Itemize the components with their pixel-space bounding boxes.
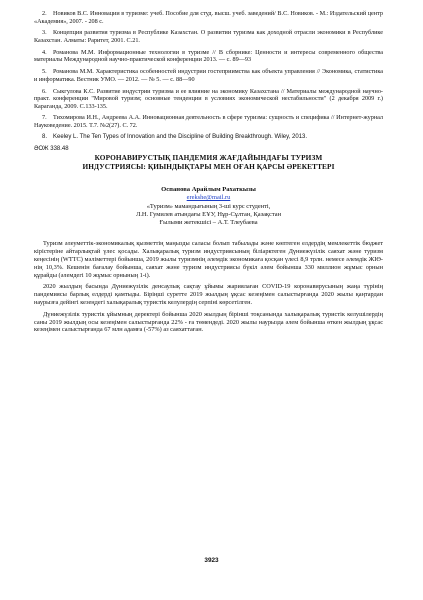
reference-text: Новиков В.С. Инновации в туризме: учеб. Пособие для студ. высш. учеб. заведений/ В.С. Новиков. - М.: Издательский центр «Академия», 2007. - 208 с. — [34, 10, 383, 25]
reference-number: 3. — [42, 29, 47, 37]
reference-text: Keeley L. The Ten Types of Innovation and the Discipline of Building Breakthrough. Wiley, 2013. — [53, 133, 308, 140]
reference-list — [34, 10, 383, 141]
reference-text: Тихомирова И.Н., Андреева А.А. Инновационная деятельность в сфере туризма: сущность и специфика // Интернет-журнал Науковедение. 2015. Т.7. №2(27). С. 72. — [34, 114, 383, 130]
udc-code: ӘОЖ 338.48 — [34, 146, 69, 153]
article-body — [34, 240, 383, 334]
reference-item — [34, 114, 383, 129]
affiliation-line: Ғылыми жетекшісі – А.Т. Тлеубаева — [159, 219, 258, 227]
affiliation-line: Л.Н. Гумилев атындағы ЕҰУ, Нұр-Сұлтан, Қазақстан — [135, 211, 281, 219]
body-paragraph: 2020 жылдың басында Дүниежүзілік денсаулық сақтау ұйымы жариялаған COVID-19 коронавирусының жаңа түрінің пандемиясы барлық елдерді қамтыды. Біріңші суретте 2019 жылдың ұқсас кезеңімен салыстырғанда 2020 жылы қаңтардан наурызға дейінгі кезеңдегі халықаралық туристік келулердің серпіні көрсетілген. — [34, 283, 383, 307]
author-email-link[interactable]: erekshe@mail.ru — [186, 194, 231, 202]
reference-text: Романова М.М. Характеристика особенностей индустрии гостеприимства как объекта управления // Экономика, статистика и информатика. Вестник УМО. — 2012. — № 5. — с. 88—90 — [34, 68, 383, 83]
reference-number: 7. — [42, 114, 47, 122]
reference-text: Концепция развития туризма в Республике Казахстан. О развитии туризма как доходной отрасли экономики в Республике Казахстан. Алматы: Раритет, 2001. С.21. — [34, 29, 383, 44]
article-title — [34, 153, 383, 171]
reference-item — [34, 49, 383, 64]
body-paragraph: Дүниежүзілік туристік ұйымның деректері бойынша 2020 жылдың бірінші тоқсанында халықаралық туристік келушілердің саны 2019 жылдың осы кезеңімен салыстырғанда 22% - ға төмендеді. 2020 жылы наурызда әлем бойынша өткен жылдың ұқсас кезеңімен салыстырғанда 67 млн адамға (-57%) аз саяхаттаған. — [34, 310, 383, 334]
reference-item — [34, 68, 383, 83]
reference-item — [34, 29, 383, 44]
reference-item — [34, 10, 383, 25]
title-line: КОРОНАВИРУСТЫҚ ПАНДЕМИЯ ЖАҒДАЙЫНДАҒЫ ТУРИЗМ — [94, 153, 323, 163]
reference-item — [34, 88, 383, 111]
reference-number: 4. — [42, 48, 47, 56]
reference-number: 5. — [42, 68, 47, 76]
reference-text: Сыкгулова К.С. Развитие индустрии туризма и ее влияние на экономику Казахстана // Материалы международной научно-практ. конференции "Мировой туризм; основные тенденции в условиях экономической нестабильности" (2 декабря 2009 г.) Караганда, 2009. С.133-135. — [34, 87, 383, 110]
reference-number: 6. — [42, 87, 47, 95]
title-line: ИНДУСТРИЯСЫ: ҚИЫНДЫҚТАРЫ МЕН ОҒАН ҚАРСЫ ӘРЕКЕТТЕРІ — [82, 162, 335, 172]
affiliation-line: «Туризм» мамандығының 3-ші курс студенті, — [146, 203, 271, 211]
body-paragraph: Туризм әлеуметтік-экономикалық қызметтің маңызды саласы болып табылады және көптеген елдердің мемлекеттік бюджет кірістеріне айтарлықтай үлес қосады. Халықаралық туризм индустриясының біліарктеген Дүниежүзілік саяхат және туризм кеңесінің (WTTC) мәліметтері бойынша, 2019 жылы туризмнің әлемдік экономикаға қосқан үлесі 8,9 трлн. немесе әлемдік ЖІӨ-нің 10,3%. Кешенін бағалау бойынша, саяхат және туризм индустриясы бүкіл әлем бойынша 330 миллион жұмыс орнын құрайды (әлемдегі 10 жұмыс орнының 1-і). — [34, 240, 383, 279]
author-affiliation — [34, 203, 383, 227]
reference-item — [34, 134, 383, 142]
reference-text: Романова М.М. Информационные технологии в туризме // В сборнике: Ценности и интересы современного общества материалы Международной научно-практической конференции 2013. — с. 89—93 — [34, 48, 383, 64]
author-name: Оспанова Арайлым Рахаткызы — [161, 186, 256, 194]
reference-number: 2. — [42, 10, 47, 17]
page-number: 3923 — [204, 557, 219, 564]
reference-number: 8. — [42, 133, 48, 140]
